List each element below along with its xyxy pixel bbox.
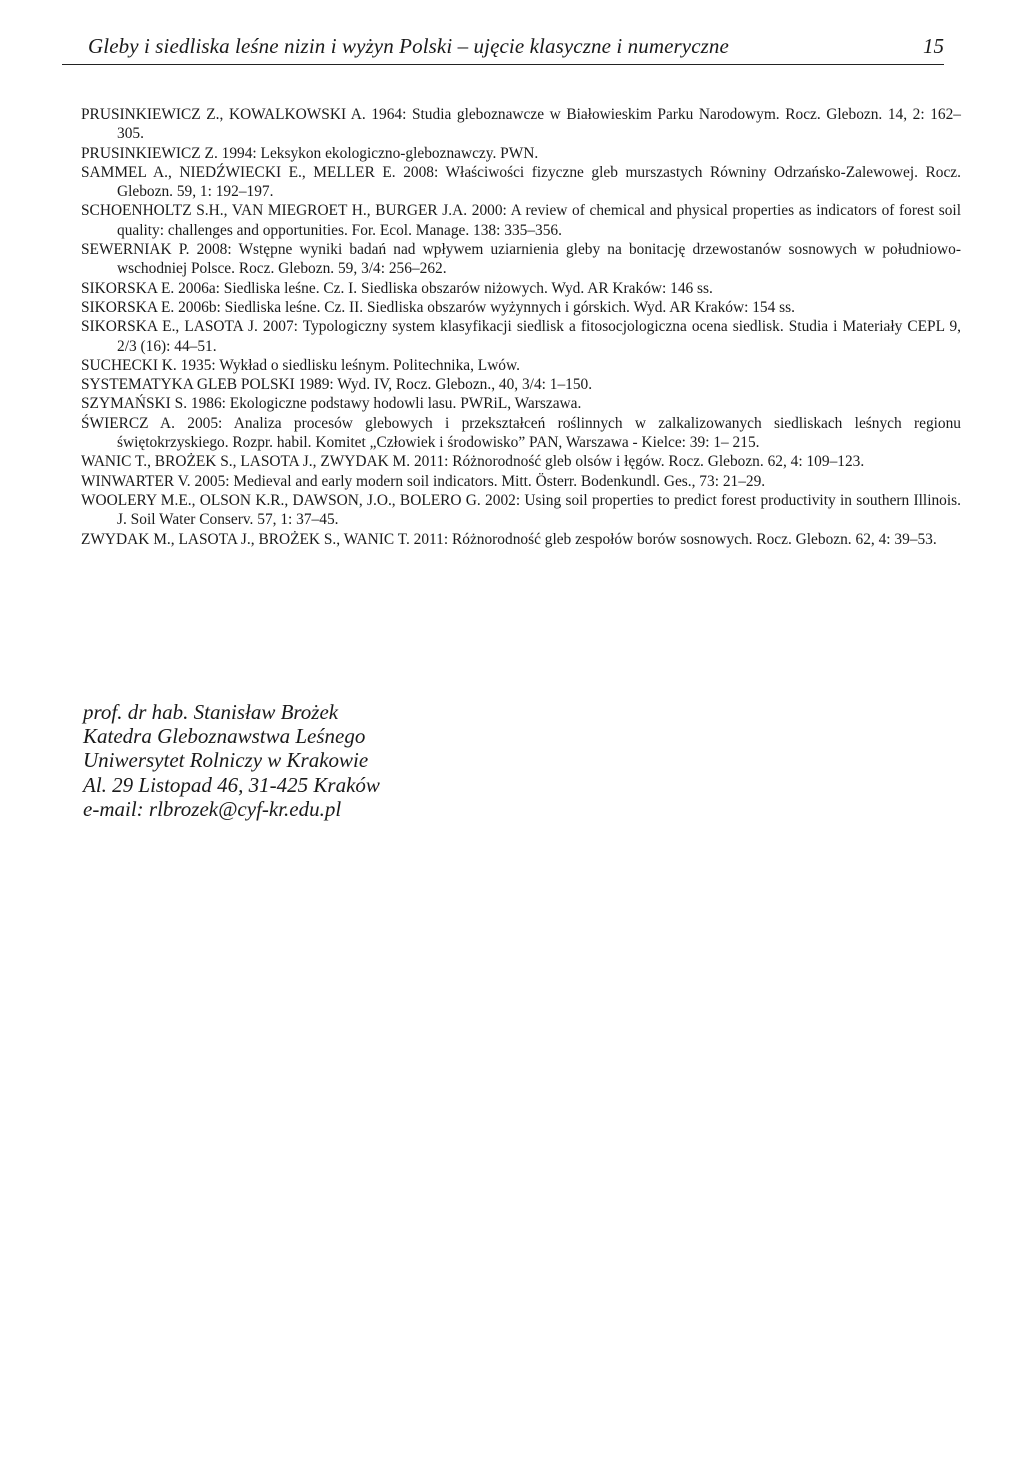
reference-item: ZWYDAK M., LASOTA J., BROŻEK S., WANIC T. 2011: Różnorodność gleb zespołów borów sosnowych. Rocz. Glebozn. 62, 4: 39–53.	[81, 530, 937, 548]
reference-item: PRUSINKIEWICZ Z., KOWALKOWSKI A. 1964: Studia gleboznawcze w Białowieskim Parku Narodowym. Rocz. Glebozn. 14, 2: 162–305.	[81, 106, 961, 143]
reference-item: SIKORSKA E. 2006b: Siedliska leśne. Cz. II. Siedliska obszarów wyżynnych i górskich. Wyd. AR Kraków: 154 ss.	[81, 298, 795, 316]
reference-list	[81, 105, 961, 549]
reference-item: PRUSINKIEWICZ Z. 1994: Leksykon ekologiczno-gleboznawczy. PWN.	[81, 144, 539, 162]
reference-item: SUCHECKI K. 1935: Wykład o siedlisku leśnym. Politechnika, Lwów.	[81, 356, 520, 374]
reference-item: WANIC T., BROŻEK S., LASOTA J., ZWYDAK M. 2011: Różnorodność gleb olsów i łęgów. Rocz. Glebozn. 62, 4: 109–123.	[81, 453, 865, 471]
reference-item: SZYMAŃSKI S. 1986: Ekologiczne podstawy hodowli lasu. PWRiL, Warszawa.	[81, 395, 582, 413]
running-title: Gleby i siedliska leśne nizin i wyżyn Polski – ujęcie klasyczne i numeryczne	[88, 34, 729, 58]
author-university: Uniwersytet Rolniczy w Krakowie	[83, 748, 369, 773]
reference-item: SYSTEMATYKA GLEB POLSKI 1989: Wyd. IV, Rocz. Glebozn., 40, 3/4: 1–150.	[81, 376, 593, 394]
author-department: Katedra Gleboznawstwa Leśnego	[83, 724, 366, 749]
author-name: prof. dr hab. Stanisław Brożek	[83, 700, 339, 724]
reference-item: WOOLERY M.E., OLSON K.R., DAWSON, J.O., BOLERO G. 2002: Using soil properties to predict forest productivity in southern Illinois. J. Soil Water Conserv. 57, 1: 37–45.	[81, 491, 961, 529]
page-number: 15	[923, 34, 944, 58]
running-header	[62, 30, 944, 65]
reference-item: SCHOENHOLTZ S.H., VAN MIEGROET H., BURGER J.A. 2000: A review of chemical and physical properties as indicators of forest soil quality: challenges and opportunities. For. Ecol. Manage. 138: 335–356.	[81, 202, 961, 239]
reference-item: SIKORSKA E., LASOTA J. 2007: Typologiczny system klasyfikacji siedlisk a fitosocjologiczna ocena siedlisk. Studia i Materiały CEPL 9, 2/3 (16): 44–51.	[81, 318, 961, 355]
reference-item: SEWERNIAK P. 2008: Wstępne wyniki badań nad wpływem uziarnienia gleby na bonitację drzewostanów sosnowych w południowo-wschodniej Polsce. Rocz. Glebozn. 59, 3/4: 256–262.	[81, 241, 961, 278]
reference-item: SIKORSKA E. 2006a: Siedliska leśne. Cz. I. Siedliska obszarów niżowych. Wyd. AR Kraków: 146 ss.	[81, 279, 713, 297]
reference-item: SAMMEL A., NIEDŹWIECKI E., MELLER E. 2008: Właściwości fizyczne gleb murszastych Równiny Odrzańsko-Zalewowej. Rocz. Glebozn. 59, 1: 192–197.	[81, 163, 961, 201]
reference-item: WINWARTER V. 2005: Medieval and early modern soil indicators. Mitt. Österr. Bodenkundl. Ges., 73: 21–29.	[81, 472, 766, 490]
author-street: Al. 29 Listopad 46, 31-425 Kraków	[83, 772, 380, 797]
author-email: e-mail: rlbrozek@cyf-kr.edu.pl	[83, 796, 342, 821]
author-address	[83, 700, 380, 821]
reference-item: ŚWIERCZ A. 2005: Analiza procesów glebowych i przekształceń roślinnych w zalkalizowanych siedliskach leśnych regionu świętokrzyskiego. Rozpr. habil. Komitet „Człowiek i środowisko” PAN, Warszawa - Kielce: 39: 1– 215.	[81, 414, 961, 452]
